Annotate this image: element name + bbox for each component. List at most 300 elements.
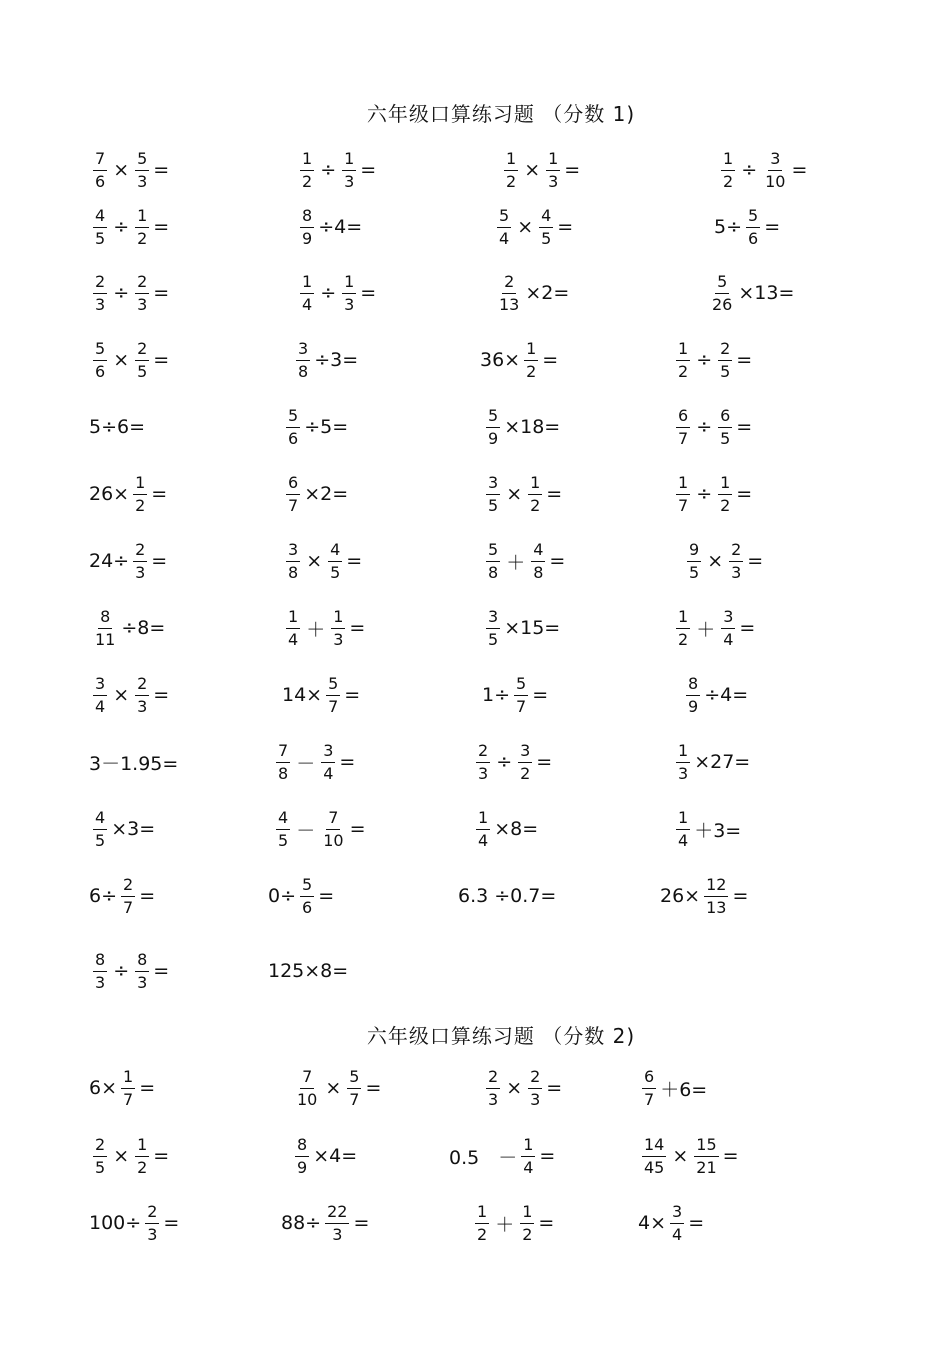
expression-text: = <box>153 684 170 706</box>
numerator: 2 <box>718 340 732 361</box>
problem <box>89 669 169 721</box>
operator: ÷ <box>113 216 130 238</box>
problem <box>458 870 556 922</box>
expression-text: = <box>349 818 366 840</box>
denominator: 6 <box>95 171 106 191</box>
problem <box>672 736 750 788</box>
operator: × <box>506 1077 523 1099</box>
problem <box>672 602 755 654</box>
numerator: 1 <box>676 474 690 495</box>
denominator: 4 <box>672 1224 683 1244</box>
numerator: 8 <box>300 207 314 228</box>
operator: × <box>517 216 534 238</box>
denominator: 5 <box>541 228 552 248</box>
fraction <box>518 742 532 783</box>
fraction <box>295 1068 319 1109</box>
problem <box>500 144 580 196</box>
denominator: 7 <box>678 495 689 515</box>
expression-text: = <box>139 885 156 907</box>
numerator: 8 <box>295 1136 309 1157</box>
fraction <box>729 541 743 582</box>
expression-text: = <box>318 885 335 907</box>
problem <box>296 144 376 196</box>
problem <box>282 535 362 587</box>
numerator: 1 <box>121 1068 135 1089</box>
denominator: 2 <box>302 171 313 191</box>
expression-text: = <box>536 751 553 773</box>
problem <box>89 870 155 922</box>
problem <box>472 736 552 788</box>
denominator: 9 <box>297 1157 308 1177</box>
problem <box>272 736 355 788</box>
numerator: 6 <box>642 1068 656 1089</box>
numerator: 4 <box>93 207 107 228</box>
fraction <box>135 207 149 248</box>
fraction <box>531 541 545 582</box>
fraction <box>642 1136 666 1177</box>
denominator: 3 <box>95 972 106 992</box>
expression-text: = <box>360 282 377 304</box>
operator: ÷ <box>741 159 758 181</box>
numerator: 2 <box>93 273 107 294</box>
operator: × <box>707 550 724 572</box>
numerator: 1 <box>135 1136 149 1157</box>
expression-text: ×8= <box>494 818 539 840</box>
problem <box>272 803 365 855</box>
numerator: 5 <box>486 407 500 428</box>
denominator: 4 <box>723 629 734 649</box>
denominator: 3 <box>548 171 559 191</box>
fraction <box>93 675 107 716</box>
denominator: 8 <box>488 562 499 582</box>
operator: － <box>296 819 316 842</box>
denominator: 7 <box>678 428 689 448</box>
expression-text: 6÷ <box>89 885 118 907</box>
operator: × <box>306 550 323 572</box>
denominator: 2 <box>678 629 689 649</box>
denominator: 5 <box>95 1157 106 1177</box>
fraction <box>93 340 107 381</box>
expression-text: = <box>344 684 361 706</box>
expression-text: = <box>365 1077 382 1099</box>
fraction <box>528 1068 542 1109</box>
fraction <box>539 207 553 248</box>
fraction <box>135 675 149 716</box>
denominator: 3 <box>344 171 355 191</box>
expression-text: ×27= <box>694 751 751 773</box>
denominator: 9 <box>488 428 499 448</box>
expression-text: ×15= <box>504 617 561 639</box>
fraction <box>286 407 300 448</box>
denominator: 7 <box>123 1089 134 1109</box>
fraction <box>93 1136 107 1177</box>
expression-text: ＋3= <box>694 819 742 842</box>
numerator: 4 <box>328 541 342 562</box>
expression-text: 24÷ <box>89 550 130 572</box>
numerator: 8 <box>98 608 112 629</box>
denominator: 10 <box>323 830 344 850</box>
problem <box>89 334 169 386</box>
numerator: 1 <box>676 340 690 361</box>
denominator: 2 <box>477 1224 488 1244</box>
denominator: 4 <box>302 294 313 314</box>
numerator: 1 <box>676 809 690 830</box>
expression-text: = <box>346 550 363 572</box>
expression-text: 26× <box>89 483 130 505</box>
fraction <box>521 1136 535 1177</box>
fraction <box>300 876 314 917</box>
denominator: 11 <box>95 629 116 649</box>
operator: ＋ <box>495 1213 515 1236</box>
operator: ÷ <box>696 483 713 505</box>
fraction <box>524 340 538 381</box>
fraction <box>300 273 314 314</box>
denominator: 4 <box>288 629 299 649</box>
section-title: 六年级口算练习题 （分数 2) <box>366 1024 636 1048</box>
fraction <box>133 474 147 515</box>
problem <box>89 535 167 587</box>
numerator: 7 <box>326 809 340 830</box>
denominator: 5 <box>488 495 499 515</box>
numerator: 1 <box>342 150 356 171</box>
denominator: 5 <box>720 361 731 381</box>
expression-text: = <box>349 617 366 639</box>
fraction <box>93 951 107 992</box>
problem <box>291 1130 357 1182</box>
operator: × <box>113 1145 130 1167</box>
expression-text: = <box>153 216 170 238</box>
operator: × <box>506 483 523 505</box>
problem <box>89 267 169 319</box>
numerator: 6 <box>718 407 732 428</box>
fraction <box>347 1068 361 1109</box>
numerator: 4 <box>531 541 545 562</box>
expression-text: = <box>732 885 749 907</box>
fraction <box>331 608 345 649</box>
expression-text: ÷5= <box>304 416 349 438</box>
fraction <box>676 340 690 381</box>
fraction <box>321 742 335 783</box>
fraction <box>686 675 700 716</box>
numerator: 3 <box>486 608 500 629</box>
expression-text: ÷4= <box>318 216 363 238</box>
fraction <box>135 1136 149 1177</box>
fraction <box>476 809 490 850</box>
denominator: 7 <box>516 696 527 716</box>
fraction <box>276 809 290 850</box>
problem <box>482 401 560 453</box>
expression-text: ÷3= <box>314 349 359 371</box>
problem <box>672 334 752 386</box>
expression-text: ×2= <box>525 282 570 304</box>
numerator: 7 <box>276 742 290 763</box>
numerator: 1 <box>528 474 542 495</box>
fraction <box>121 1068 135 1109</box>
denominator: 3 <box>731 562 742 582</box>
problem <box>493 267 569 319</box>
denominator: 9 <box>302 228 313 248</box>
problem <box>482 1062 562 1114</box>
expression-text: = <box>153 282 170 304</box>
fraction <box>670 1203 684 1244</box>
problem <box>268 945 348 997</box>
numerator: 7 <box>300 1068 314 1089</box>
numerator: 1 <box>331 608 345 629</box>
numerator: 1 <box>300 273 314 294</box>
fraction <box>300 207 314 248</box>
problem <box>660 870 748 922</box>
denominator: 3 <box>137 696 148 716</box>
expression-text: = <box>532 684 549 706</box>
operator: ÷ <box>696 416 713 438</box>
numerator: 3 <box>321 742 335 763</box>
problem <box>672 803 741 855</box>
fraction <box>286 474 300 515</box>
numerator: 4 <box>276 809 290 830</box>
numerator: 2 <box>528 1068 542 1089</box>
numerator: 1 <box>521 1136 535 1157</box>
denominator: 7 <box>328 696 339 716</box>
problem <box>89 602 165 654</box>
fraction <box>486 608 500 649</box>
numerator: 2 <box>135 273 149 294</box>
operator: ÷ <box>320 159 337 181</box>
expression-text: = <box>339 751 356 773</box>
operator: ÷ <box>696 349 713 371</box>
problem <box>482 535 565 587</box>
fraction <box>546 150 560 191</box>
problem <box>89 736 178 788</box>
numerator: 5 <box>514 675 528 696</box>
problem <box>282 401 348 453</box>
numerator: 1 <box>476 809 490 830</box>
denominator: 4 <box>499 228 510 248</box>
numerator: 5 <box>326 675 340 696</box>
denominator: 8 <box>288 562 299 582</box>
denominator: 2 <box>506 171 517 191</box>
fraction <box>342 273 356 314</box>
expression-text: ＋6= <box>660 1078 708 1101</box>
expression-text: = <box>151 550 168 572</box>
numerator: 5 <box>715 273 729 294</box>
fraction <box>325 1203 349 1244</box>
problem <box>89 401 145 453</box>
fraction <box>520 1203 534 1244</box>
expression-text: = <box>764 216 781 238</box>
fraction <box>145 1203 159 1244</box>
numerator: 3 <box>486 474 500 495</box>
denominator: 45 <box>644 1157 665 1177</box>
numerator: 1 <box>504 150 518 171</box>
expression-text: = <box>747 550 764 572</box>
expression-text: 0.5 － <box>449 1146 518 1169</box>
problem <box>482 468 562 520</box>
expression-text: ×2= <box>304 483 349 505</box>
numerator: 3 <box>518 742 532 763</box>
denominator: 10 <box>297 1089 318 1109</box>
fraction <box>486 407 500 448</box>
expression-text: 14× <box>282 684 323 706</box>
problem <box>296 201 362 253</box>
problem <box>292 334 358 386</box>
denominator: 2 <box>135 495 146 515</box>
fraction <box>676 608 690 649</box>
expression-text: = <box>736 416 753 438</box>
fraction <box>326 675 340 716</box>
expression-text: 100÷ <box>89 1212 142 1234</box>
fraction <box>504 150 518 191</box>
fraction <box>286 608 300 649</box>
operator: × <box>113 159 130 181</box>
fraction <box>718 474 732 515</box>
problem <box>493 201 573 253</box>
problem <box>89 144 169 196</box>
denominator: 2 <box>526 361 537 381</box>
problem <box>89 468 167 520</box>
fraction <box>676 474 690 515</box>
expression-text: ×13= <box>738 282 795 304</box>
operator: × <box>325 1077 342 1099</box>
denominator: 8 <box>278 763 289 783</box>
denominator: 3 <box>147 1224 158 1244</box>
denominator: 6 <box>288 428 299 448</box>
problem <box>89 1062 155 1114</box>
denominator: 3 <box>478 763 489 783</box>
denominator: 3 <box>95 294 106 314</box>
fraction <box>676 742 690 783</box>
fraction <box>718 340 732 381</box>
expression-text: = <box>153 349 170 371</box>
expression-text: ÷4= <box>704 684 749 706</box>
problem <box>706 267 794 319</box>
numerator: 3 <box>721 608 735 629</box>
fraction <box>497 207 511 248</box>
numerator: 1 <box>718 474 732 495</box>
denominator: 6 <box>302 897 313 917</box>
expression-text: = <box>546 483 563 505</box>
denominator: 2 <box>520 763 531 783</box>
expression-text: 88÷ <box>281 1212 322 1234</box>
denominator: 4 <box>678 830 689 850</box>
numerator: 2 <box>729 541 743 562</box>
fraction <box>676 407 690 448</box>
denominator: 5 <box>720 428 731 448</box>
operator: × <box>113 349 130 371</box>
fraction <box>342 150 356 191</box>
numerator: 1 <box>133 474 147 495</box>
denominator: 7 <box>288 495 299 515</box>
operator: ＋ <box>506 551 526 574</box>
expression-text: 0÷ <box>268 885 297 907</box>
problem <box>714 201 780 253</box>
problem <box>282 602 365 654</box>
problem <box>89 803 155 855</box>
denominator: 6 <box>95 361 106 381</box>
numerator: 9 <box>687 541 701 562</box>
expression-text: ×18= <box>504 416 561 438</box>
fraction <box>497 273 521 314</box>
denominator: 4 <box>478 830 489 850</box>
operator: ÷ <box>113 960 130 982</box>
denominator: 2 <box>137 1157 148 1177</box>
denominator: 2 <box>720 495 731 515</box>
denominator: 4 <box>323 763 334 783</box>
numerator: 8 <box>135 951 149 972</box>
problem <box>268 870 334 922</box>
denominator: 9 <box>688 696 699 716</box>
numerator: 5 <box>286 407 300 428</box>
fraction <box>328 541 342 582</box>
numerator: 4 <box>539 207 553 228</box>
denominator: 4 <box>523 1157 534 1177</box>
numerator: 3 <box>93 675 107 696</box>
fraction <box>286 541 300 582</box>
denominator: 3 <box>530 1089 541 1109</box>
expression-text: = <box>153 159 170 181</box>
problem <box>683 535 763 587</box>
denominator: 10 <box>765 171 786 191</box>
denominator: 3 <box>137 294 148 314</box>
denominator: 2 <box>137 228 148 248</box>
operator: ÷ <box>496 751 513 773</box>
denominator: 3 <box>137 171 148 191</box>
numerator: 7 <box>93 150 107 171</box>
denominator: 3 <box>333 629 344 649</box>
denominator: 5 <box>95 228 106 248</box>
denominator: 3 <box>332 1224 343 1244</box>
numerator: 2 <box>145 1203 159 1224</box>
fraction <box>135 951 149 992</box>
expression-text: 3－1.95= <box>89 752 179 775</box>
fraction <box>514 675 528 716</box>
denominator: 5 <box>278 830 289 850</box>
fraction <box>276 742 290 783</box>
problem <box>281 1197 369 1249</box>
fraction <box>486 541 500 582</box>
fraction <box>528 474 542 515</box>
denominator: 2 <box>723 171 734 191</box>
numerator: 1 <box>300 150 314 171</box>
fraction <box>93 809 107 850</box>
numerator: 12 <box>704 876 728 897</box>
fraction <box>687 541 701 582</box>
expression-text: = <box>736 483 753 505</box>
problem <box>482 602 560 654</box>
fraction <box>93 273 107 314</box>
problem <box>682 669 748 721</box>
denominator: 7 <box>349 1089 360 1109</box>
operator: × <box>672 1145 689 1167</box>
problem <box>471 1197 554 1249</box>
problem <box>480 334 558 386</box>
expression-text: ×3= <box>111 818 156 840</box>
fraction <box>135 150 149 191</box>
expression-text: ÷8= <box>121 617 166 639</box>
fraction <box>486 1068 500 1109</box>
numerator: 1 <box>286 608 300 629</box>
expression-text: 36× <box>480 349 521 371</box>
denominator: 5 <box>330 562 341 582</box>
problem <box>717 144 807 196</box>
fraction <box>476 742 490 783</box>
expression-text: = <box>736 349 753 371</box>
expression-text: = <box>549 550 566 572</box>
fraction <box>135 273 149 314</box>
expression-text: = <box>139 1077 156 1099</box>
operator: × <box>113 684 130 706</box>
expression-text: 1÷ <box>482 684 511 706</box>
problem <box>638 1062 707 1114</box>
